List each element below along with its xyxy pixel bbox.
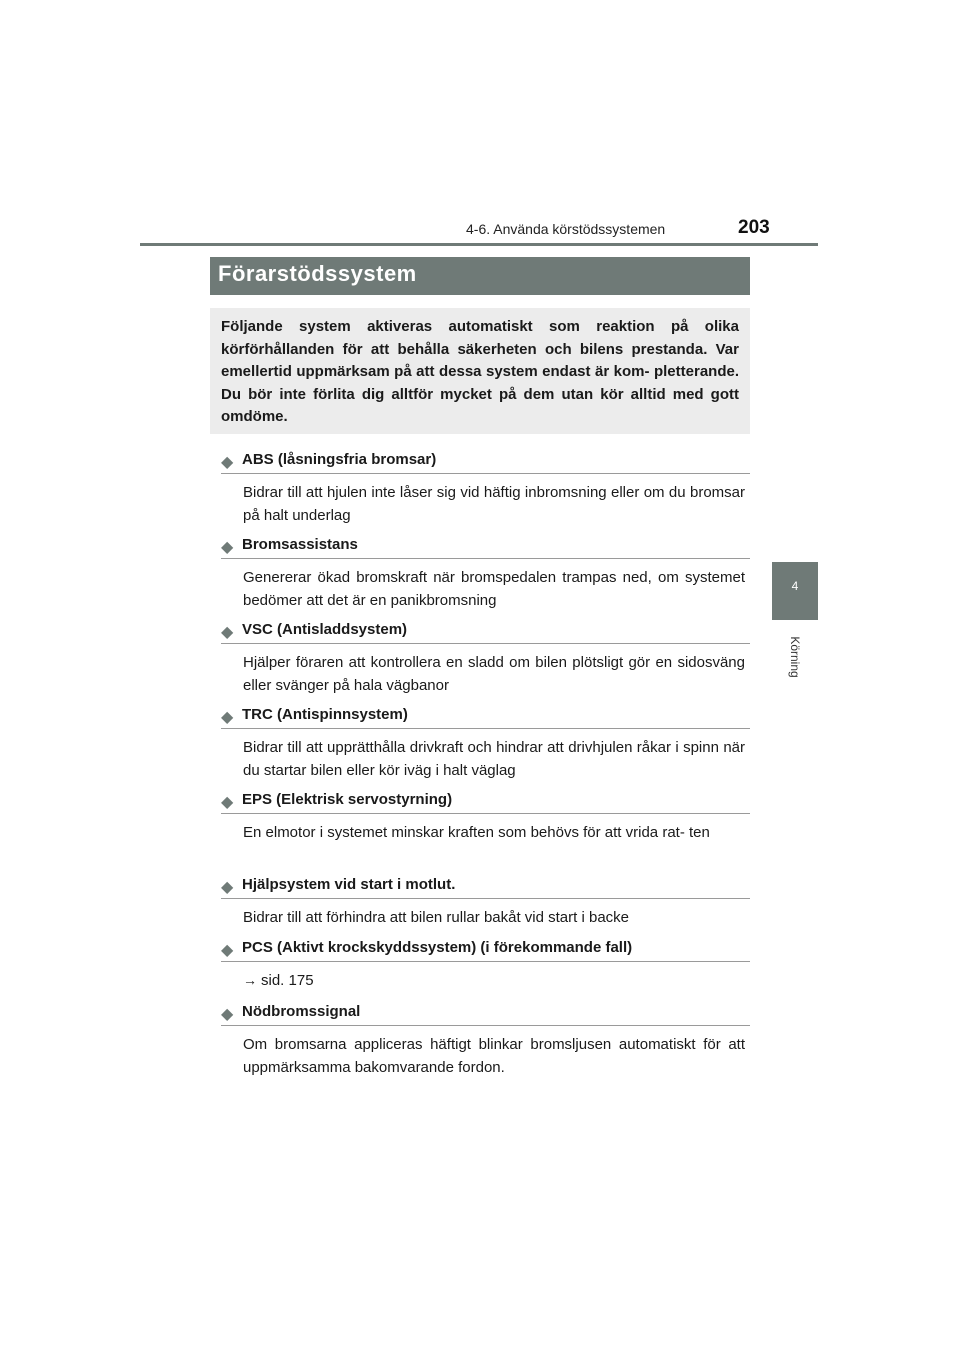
item-divider <box>221 643 750 644</box>
page-title: Förarstödssystem <box>218 261 417 286</box>
arrow-right-icon: → <box>243 972 257 988</box>
section-title-bar <box>210 257 750 295</box>
chapter-label: Körning <box>788 636 802 678</box>
list-item-body: Bidrar till att förhindra att bilen rullar bakåt vid start i backe <box>243 909 630 926</box>
list-item-heading: ◆ EPS (Elektrisk servostyrning) <box>221 791 453 811</box>
header-divider <box>140 243 818 246</box>
item-divider <box>221 558 750 559</box>
diamond-icon: ◆ <box>221 709 234 726</box>
diamond-icon: ◆ <box>221 539 234 556</box>
list-item-heading: ◆ Hjälpsystem vid start i motlut. <box>221 876 456 896</box>
chapter-number: 4 <box>791 579 799 593</box>
diamond-icon: ◆ <box>221 879 234 896</box>
list-item-heading: ◆ VSC (Antisladdsystem) <box>221 621 408 641</box>
diamond-icon: ◆ <box>221 794 234 811</box>
item-divider <box>221 898 750 899</box>
list-item-body: En elmotor i systemet minskar kraften som behövs för att vrida rat- ten <box>243 824 710 841</box>
page-reference[interactable] <box>243 969 745 992</box>
list-item-body: Bidrar till att upprätthålla drivkraft och hindrar att drivhjulen råkar i spinn när du startar bilen eller kör iväg i halt väglag <box>243 739 745 779</box>
intro-text: Följande system aktiveras automatiskt som reaktion på olika körförhållanden för att behålla säkerheten och bilens prestanda. Var emellertid uppmärksam på att dessa system endast är kom- pletterande. Du bör inte förlita dig alltför mycket på dem utan kör alltid med gott omdöme. <box>221 318 739 425</box>
diamond-icon: ◆ <box>221 942 234 959</box>
page-number: 203 <box>738 217 770 238</box>
running-header: 4-6. Använda körstödssystemen <box>466 221 666 237</box>
list-item-heading: ◆ ABS (låsningsfria bromsar) <box>221 451 437 471</box>
list-item-heading: ◆ TRC (Antispinnsystem) <box>221 706 408 726</box>
diamond-icon: ◆ <box>221 624 234 641</box>
list-item-body: Hjälper föraren att kontrollera en sladd om bilen plötsligt gör en sidosväng eller svänger på hala vägbanor <box>243 654 745 694</box>
list-item-body: Bidrar till att hjulen inte låser sig vid häftig inbromsning eller om du bromsar på halt underlag <box>243 484 745 524</box>
reference-text: sid. 175 <box>261 972 314 989</box>
list-item-heading: ◆ PCS (Aktivt krockskyddssystem) (i förekommande fall) <box>221 939 633 959</box>
intro-box <box>210 308 750 434</box>
diamond-icon: ◆ <box>221 454 234 471</box>
chapter-tab <box>772 562 818 620</box>
item-divider <box>221 1025 750 1026</box>
item-divider <box>221 473 750 474</box>
diamond-icon: ◆ <box>221 1006 234 1023</box>
list-item-heading: ◆ Nödbromssignal <box>221 1003 361 1023</box>
item-divider <box>221 961 750 962</box>
item-divider <box>221 728 750 729</box>
list-item-body: Om bromsarna appliceras häftigt blinkar bromsljusen automatiskt för att uppmärksamma bakomvarande fordon. <box>243 1036 745 1076</box>
list-item-heading: ◆ Bromsassistans <box>221 536 358 556</box>
list-item-body: Genererar ökad bromskraft när bromspedalen trampas ned, om systemet bedömer att det är en panikbromsning <box>243 569 745 609</box>
item-divider <box>221 813 750 814</box>
